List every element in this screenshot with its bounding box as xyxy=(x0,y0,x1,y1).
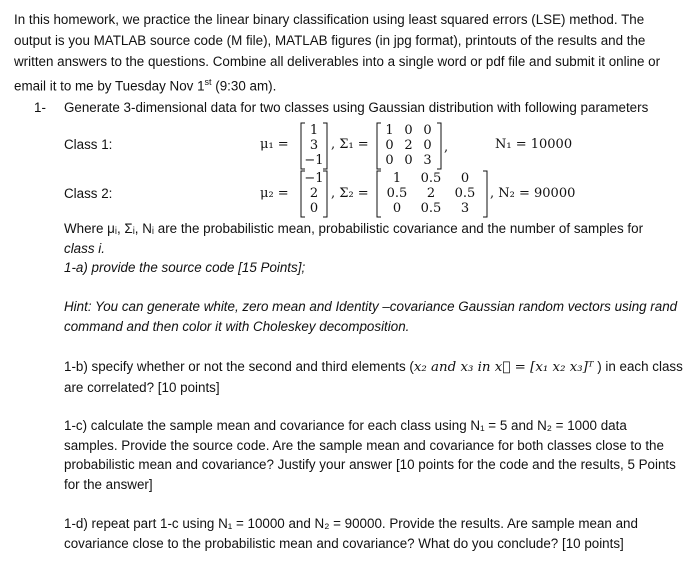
question-title: Generate 3-dimensional data for two classes using Gaussian distribution with following parameters xyxy=(64,100,649,115)
sigma2-matrix xyxy=(376,170,488,218)
mu2-vector xyxy=(300,170,328,218)
mu1-vector xyxy=(300,122,328,170)
part-b-line-2: are correlated? [10 points] xyxy=(64,379,220,395)
part-b-math: x₂ and x₃ in x⃗ = [x₁ x₂ x₃]ᵀ xyxy=(413,360,594,375)
hint-line-2: command and then color it with Choleskey decomposition. xyxy=(64,318,410,334)
intro-line-2: output is you MATLAB source code (M file), MATLAB figures (in jpg format), printouts of the results and the xyxy=(14,33,646,48)
sigma1-cell: 0 xyxy=(423,123,432,138)
intro-deadline-text: email it to me by Tuesday Nov 1 xyxy=(14,78,205,94)
part-b xyxy=(64,357,692,397)
intro-paragraph xyxy=(14,9,690,96)
n2-value: , N₂ = 90000 xyxy=(490,186,576,201)
sigma1-cell: 3 xyxy=(423,153,432,168)
part-b-text: 1-b) specify whether or not the second and third elements ( xyxy=(64,359,414,374)
where-paragraph xyxy=(64,219,692,278)
where-line-2: class i. xyxy=(64,240,105,256)
part-d xyxy=(64,514,692,553)
sigma2-cell: 0.5 xyxy=(386,186,408,201)
intro-deadline-sup: st xyxy=(204,77,212,87)
sigma2-cell: 1 xyxy=(392,171,402,186)
mu1-cell: 1 xyxy=(309,123,319,138)
sigma1-cell: 0 xyxy=(423,138,432,153)
sigma1-cell: 1 xyxy=(385,123,394,138)
sigma2-symbol: , Σ₂ = xyxy=(331,186,369,201)
mu2-cell: −1 xyxy=(304,171,324,186)
part-d-line-1: 1-d) repeat part 1-c using N₁ = 10000 and N₂ = 90000. Provide the results. Are sample mean and xyxy=(64,516,638,531)
intro-deadline-time: (9:30 am). xyxy=(211,78,277,94)
mu1-symbol: μ₁ = xyxy=(260,137,289,152)
sigma1-right-bracket xyxy=(437,123,441,169)
part-b-text-end: ) in each class xyxy=(593,359,683,374)
part-b-line-1 xyxy=(64,357,692,378)
sigma2-cell: 0.5 xyxy=(420,201,442,216)
where-line-1: Where μᵢ, Σᵢ, Nᵢ are the probabilistic mean, probabilistic covariance and the number of samples for xyxy=(64,221,644,236)
hint-paragraph xyxy=(64,297,692,336)
part-d-line-2: covariance close to the probabilistic mean and covariance? What do you conclude? [10 points] xyxy=(64,535,624,551)
part-c-line-3: probabilistic mean and covariance? Justify your answer [10 points for the code and the results, 5 Points xyxy=(64,457,676,472)
part-c-line-2: samples. Provide the source code. Are the sample mean and covariance for both classes close to the xyxy=(64,437,664,453)
sigma1-cell: 0 xyxy=(385,153,394,168)
intro-line-4 xyxy=(14,72,690,96)
sigma2-cell: 0.5 xyxy=(454,186,476,201)
sigma2-cell: 0 xyxy=(392,201,402,216)
sigma1-matrix xyxy=(376,122,442,170)
question-number: 1- xyxy=(34,100,46,115)
sigma1-cell: 2 xyxy=(404,138,413,153)
sigma2-cell: 2 xyxy=(426,186,436,201)
sigma1-cell: 0 xyxy=(404,153,413,168)
mu2-cell: 0 xyxy=(309,201,319,216)
sigma2-right-bracket xyxy=(483,171,487,217)
n1-value: N₁ = 10000 xyxy=(495,137,573,152)
mu1-cell: −1 xyxy=(304,153,324,168)
sigma1-cell: 0 xyxy=(404,123,413,138)
part-c-line-1: 1-c) calculate the sample mean and covariance for each class using N₁ = 5 and N₂ = 1000 data xyxy=(64,418,627,433)
intro-line-1: In this homework, we practice the linear binary classification using least squared errors (LSE) method. The xyxy=(14,12,645,27)
hint-line-1: Hint: You can generate white, zero mean and Identity –covariance Gaussian random vectors using rand xyxy=(64,299,678,314)
sigma2-cell: 3 xyxy=(460,201,470,216)
part-a: 1-a) provide the source code [15 Points]; xyxy=(64,260,306,275)
part-c xyxy=(64,416,692,494)
mu1-cell: 3 xyxy=(309,138,319,153)
mu2-cell: 2 xyxy=(309,186,319,201)
class2-label: Class 2: xyxy=(64,186,113,201)
sigma1-cell: 0 xyxy=(385,138,394,153)
part-c-line-4: for the answer] xyxy=(64,476,153,492)
sigma2-cell: 0.5 xyxy=(420,171,442,186)
mu2-symbol: μ₂ = xyxy=(260,186,289,201)
sigma1-symbol: , Σ₁ = xyxy=(331,137,369,152)
intro-line-3: written answers to the questions. Combine all deliverables into a single word or pdf file and submit it online or xyxy=(14,54,661,69)
sigma1-comma: , xyxy=(444,140,449,155)
sigma2-cell: 0 xyxy=(460,171,470,186)
class1-label: Class 1: xyxy=(64,137,113,152)
